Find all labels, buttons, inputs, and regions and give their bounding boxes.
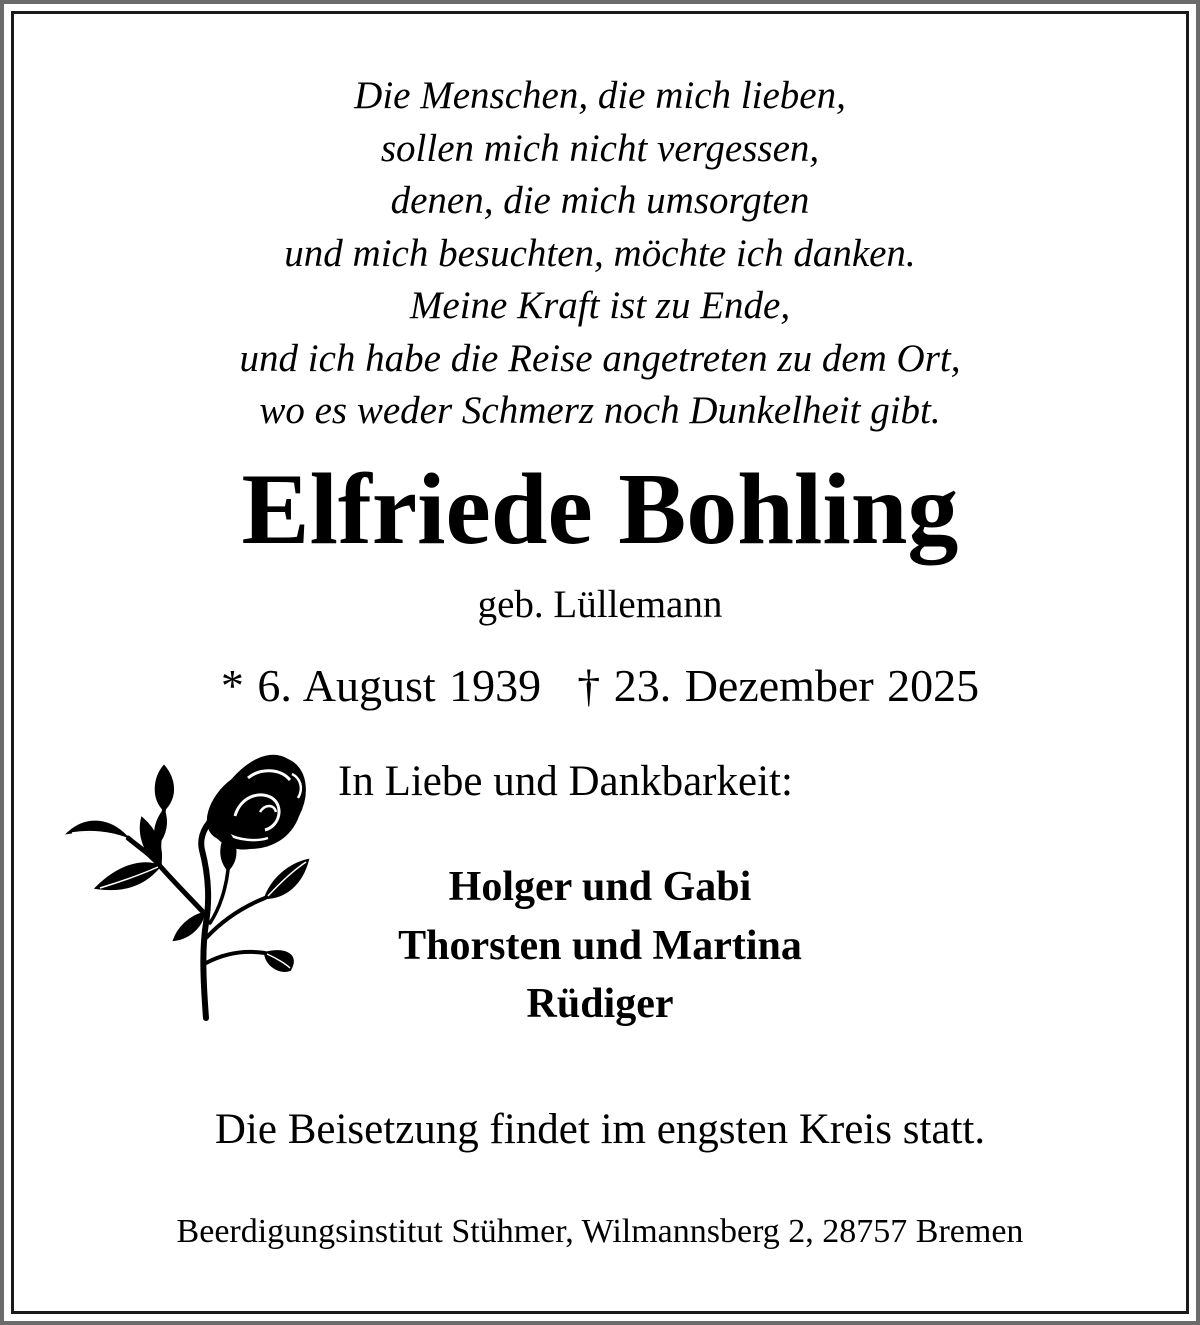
dedication-line: In Liebe und Dankbarkeit: [338,758,793,805]
undertaker-address: Beerdigungsinstitut Stühmer, Wilmannsberg 2, 28757 Bremen [176,1213,1024,1250]
poem [0,70,1200,438]
poem-line: wo es weder Schmerz noch Dunkelheit gibt. [259,389,941,432]
life-dates [0,658,1200,714]
family-member: Holger und Gabi [448,864,752,910]
death-date: † 23. Dezember 2025 [577,660,980,711]
burial-note: Die Beisetzung findet im engsten Kreis statt. [214,1106,986,1153]
poem-line: und mich besuchten, möchte ich danken. [284,231,916,275]
maiden-name: geb. Lüllemann [477,583,723,626]
poem-line: Die Menschen, die mich lieben, [354,74,846,117]
poem-line: und ich habe die Reise angetreten zu dem Ort, [239,336,961,380]
birth-date: * 6. August 1939 [220,660,542,711]
family-list [0,858,1200,1034]
poem-line: denen, die mich umsorgten [390,179,810,222]
deceased-name: Elfriede Bohling [241,453,959,566]
poem-line: Meine Kraft ist zu Ende, [409,284,791,327]
poem-line: sollen mich nicht vergessen, [380,126,820,170]
family-member: Rüdiger [526,981,674,1027]
family-member: Thorsten und Martina [398,922,802,969]
